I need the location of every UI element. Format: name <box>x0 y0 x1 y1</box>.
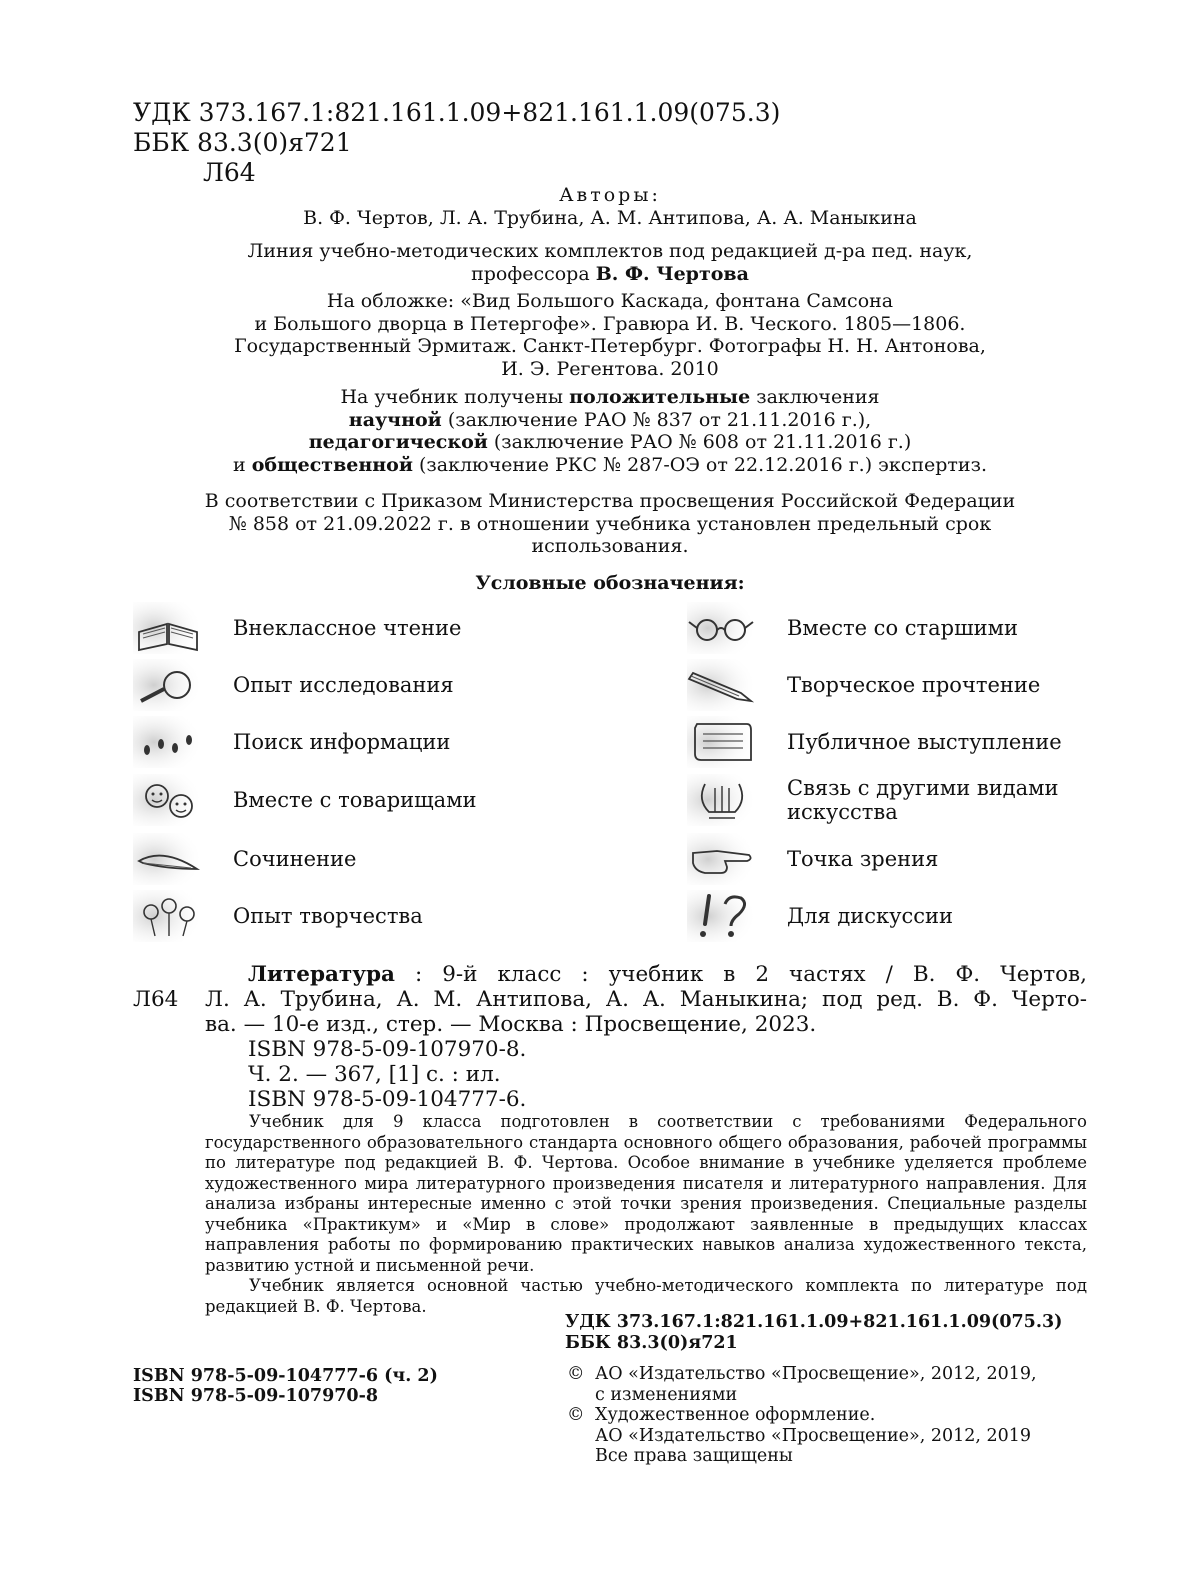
copyright-symbol: © <box>567 1405 585 1425</box>
expertise-line4 <box>120 454 1100 477</box>
footer-udk: УДК 373.167.1:821.161.1.09+821.161.1.09(075.3) <box>565 1312 1063 1332</box>
series-editor: В. Ф. Чертова <box>595 262 749 285</box>
friends-faces-icon <box>133 774 203 826</box>
legend-item <box>133 714 543 770</box>
authors-label: Авторы: <box>559 184 661 206</box>
legend-item <box>687 714 1097 770</box>
biblio-part: Ч. 2. — 367, [1] с. : ил. <box>248 1062 501 1087</box>
footprints-icon <box>133 716 203 768</box>
footer-bbk: ББК 83.3(0)я721 <box>565 1333 738 1353</box>
bbk-code: ББК 83.3(0)я721 <box>133 128 352 157</box>
series-prefix: профессора <box>471 262 590 285</box>
legend-item <box>133 600 543 656</box>
flowers-icon <box>133 890 203 942</box>
annotation-p1: Учебник для 9 класса подготовлен в соответствии с требованиями Федерального государственного образовательного стандарта основного общего образования, рабочей программы по литературе под редакцией В. Ф. Чертова. Особое внимание в учебнике уделяется проблеме художественного мира литературного произведения писателя и литературного направления. Для анализа избраны интересные именно с этой точки зрения произведения. Специальные разделы учебника «Практикум» и «Мир в слове» продолжают заявленные в предыдущих классах направления работы по формированию практических навыков анализа художественного текста, развитию устной и письменной речи. <box>205 1112 1087 1275</box>
authors-names: В. Ф. Чертов, Л. А. Трубина, А. М. Антипова, А. А. Маныкина <box>303 206 917 229</box>
legend-item <box>687 772 1097 828</box>
series-line1: Линия учебно-методических комплектов под редакцией д-ра пед. наук, <box>247 240 973 262</box>
expertise-bold: общественной <box>251 453 413 476</box>
expertise-bold: педагогической <box>308 431 488 453</box>
footer-isbn1: ISBN 978-5-09-104777-6 (ч. 2) <box>133 1366 438 1386</box>
quill-icon <box>133 833 203 885</box>
legend-label: Внеклассное чтение <box>233 616 462 640</box>
biblio-line3: ва. — 10-е изд., стер. — Москва : Просвещение, 2023. <box>205 1012 817 1037</box>
order-block <box>120 490 1100 558</box>
expertise-text: и <box>233 453 246 476</box>
copyright-2-line2: АО «Издательство «Просвещение», 2012, 2019 <box>595 1425 1032 1446</box>
order-line1: В соответствии с Приказом Министерства просвещения Российской Федерации <box>204 490 1016 512</box>
cover-line3: Государственный Эрмитаж. Санкт-Петербург. Фотографы Н. Н. Антонова, <box>234 335 986 357</box>
cover-line1: На обложке: «Вид Большого Каскада, фонтана Самсона <box>326 290 894 312</box>
expertise-text: (заключение РАО № 608 от 21.11.2016 г.) <box>493 431 912 453</box>
lyre-icon <box>687 774 757 826</box>
exclamation-question-icon <box>687 890 757 942</box>
copyright-2-text <box>595 1405 1087 1467</box>
copyright-2-line1: Художественное оформление. <box>595 1405 876 1425</box>
copyright-1-text <box>595 1364 1087 1405</box>
legend-label: Связь с другими видами искусства <box>787 776 1059 824</box>
scroll-icon <box>687 716 757 768</box>
pointing-hand-icon <box>687 833 757 885</box>
expertise-text: заключения <box>756 386 880 408</box>
legend-label: Точка зрения <box>787 847 939 871</box>
legend-label: Опыт творчества <box>233 904 423 928</box>
footer-isbn-block <box>133 1366 438 1406</box>
copyright-2-line3: Все права защищены <box>595 1446 793 1466</box>
expertise-text: На учебник получены <box>340 386 564 408</box>
order-line2: № 858 от 21.09.2022 г. в отношении учебника установлен предельный срок <box>228 512 992 535</box>
cover-line4: И. Э. Регентова. 2010 <box>501 357 719 380</box>
legend-item <box>133 657 543 713</box>
legend-label: Вместе со старшими <box>787 616 1018 640</box>
legend-item <box>133 888 543 944</box>
series-block <box>120 240 1100 285</box>
legend-item <box>133 831 543 887</box>
expertise-text: (заключение РКС № 287-ОЭ от 22.12.2016 г.) экспертиз. <box>418 453 987 476</box>
biblio-text: : 9-й класс : учебник в 2 частях / В. Ф. Чертов, <box>414 962 1087 987</box>
expertise-bold: научной <box>348 408 442 431</box>
bibliographic-record <box>205 962 1087 1112</box>
legend-label: Поиск информации <box>233 730 451 754</box>
copyright-2 <box>567 1405 1087 1467</box>
legend-label: Для дискуссии <box>787 904 954 928</box>
series-line2 <box>120 263 1100 286</box>
legend-item <box>687 600 1097 656</box>
biblio-isbn-set: ISBN 978-5-09-107970-8. <box>248 1037 527 1062</box>
order-line3: использования. <box>531 535 689 557</box>
legend-label: Сочинение <box>233 847 357 871</box>
biblio-title: Литература <box>248 962 395 987</box>
annotation <box>205 1112 1087 1317</box>
biblio-line1 <box>205 962 1087 987</box>
legend-item <box>687 831 1097 887</box>
expertise-block <box>120 386 1100 476</box>
copyright-1-line2: с изменениями <box>595 1384 738 1405</box>
legend-label: Публичное выступление <box>787 730 1062 754</box>
expertise-text: (заключение РАО № 837 от 21.11.2016 г.), <box>447 408 872 431</box>
legend-title-wrap <box>120 572 1100 595</box>
legend-title: Условные обозначения: <box>475 572 745 594</box>
copyright-1-line1: АО «Издательство «Просвещение», 2012, 2019, <box>595 1364 1037 1384</box>
authors-block <box>120 184 1100 229</box>
legend-label: Творческое прочтение <box>787 673 1041 697</box>
biblio-isbn-part: ISBN 978-5-09-104777-6. <box>248 1087 527 1112</box>
pencil-icon <box>687 659 757 711</box>
expertise-line3 <box>120 431 1100 454</box>
udk-code: УДК 373.167.1:821.161.1.09+821.161.1.09(075.3) <box>133 98 781 127</box>
annotation-p2: Учебник является основной частью учебно-методического комплекта по литературе под редакцией В. Ф. Чертова. <box>205 1276 1087 1316</box>
cover-line2: и Большого дворца в Петергофе». Гравюра И. В. Ческого. 1805—1806. <box>254 312 966 335</box>
legend-label: Вместе с товарищами <box>233 788 477 812</box>
legend-item <box>687 657 1097 713</box>
footer-udk-block <box>565 1312 1062 1354</box>
legend-item <box>133 772 543 828</box>
biblio-code: Л64 <box>133 987 179 1012</box>
biblio-line2: Л. А. Трубина, А. М. Антипова, А. А. Маныкина; под ред. В. Ф. Черто- <box>205 987 1087 1012</box>
cover-block <box>120 290 1100 380</box>
open-book-icon <box>133 602 203 654</box>
udk-header <box>133 98 780 188</box>
footer-isbn2: ISBN 978-5-09-107970-8 <box>133 1386 379 1406</box>
expertise-line2 <box>120 409 1100 432</box>
magnifier-icon <box>133 659 203 711</box>
copyright-symbol: © <box>567 1364 585 1384</box>
glasses-icon <box>687 602 757 654</box>
legend-item <box>687 888 1097 944</box>
expertise-line1 <box>120 386 1100 409</box>
author-mark: Л64 <box>203 158 256 187</box>
expertise-bold: положительные <box>569 386 751 408</box>
copyright-block <box>567 1364 1087 1467</box>
legend-label: Опыт исследования <box>233 673 454 697</box>
copyright-1 <box>567 1364 1087 1405</box>
